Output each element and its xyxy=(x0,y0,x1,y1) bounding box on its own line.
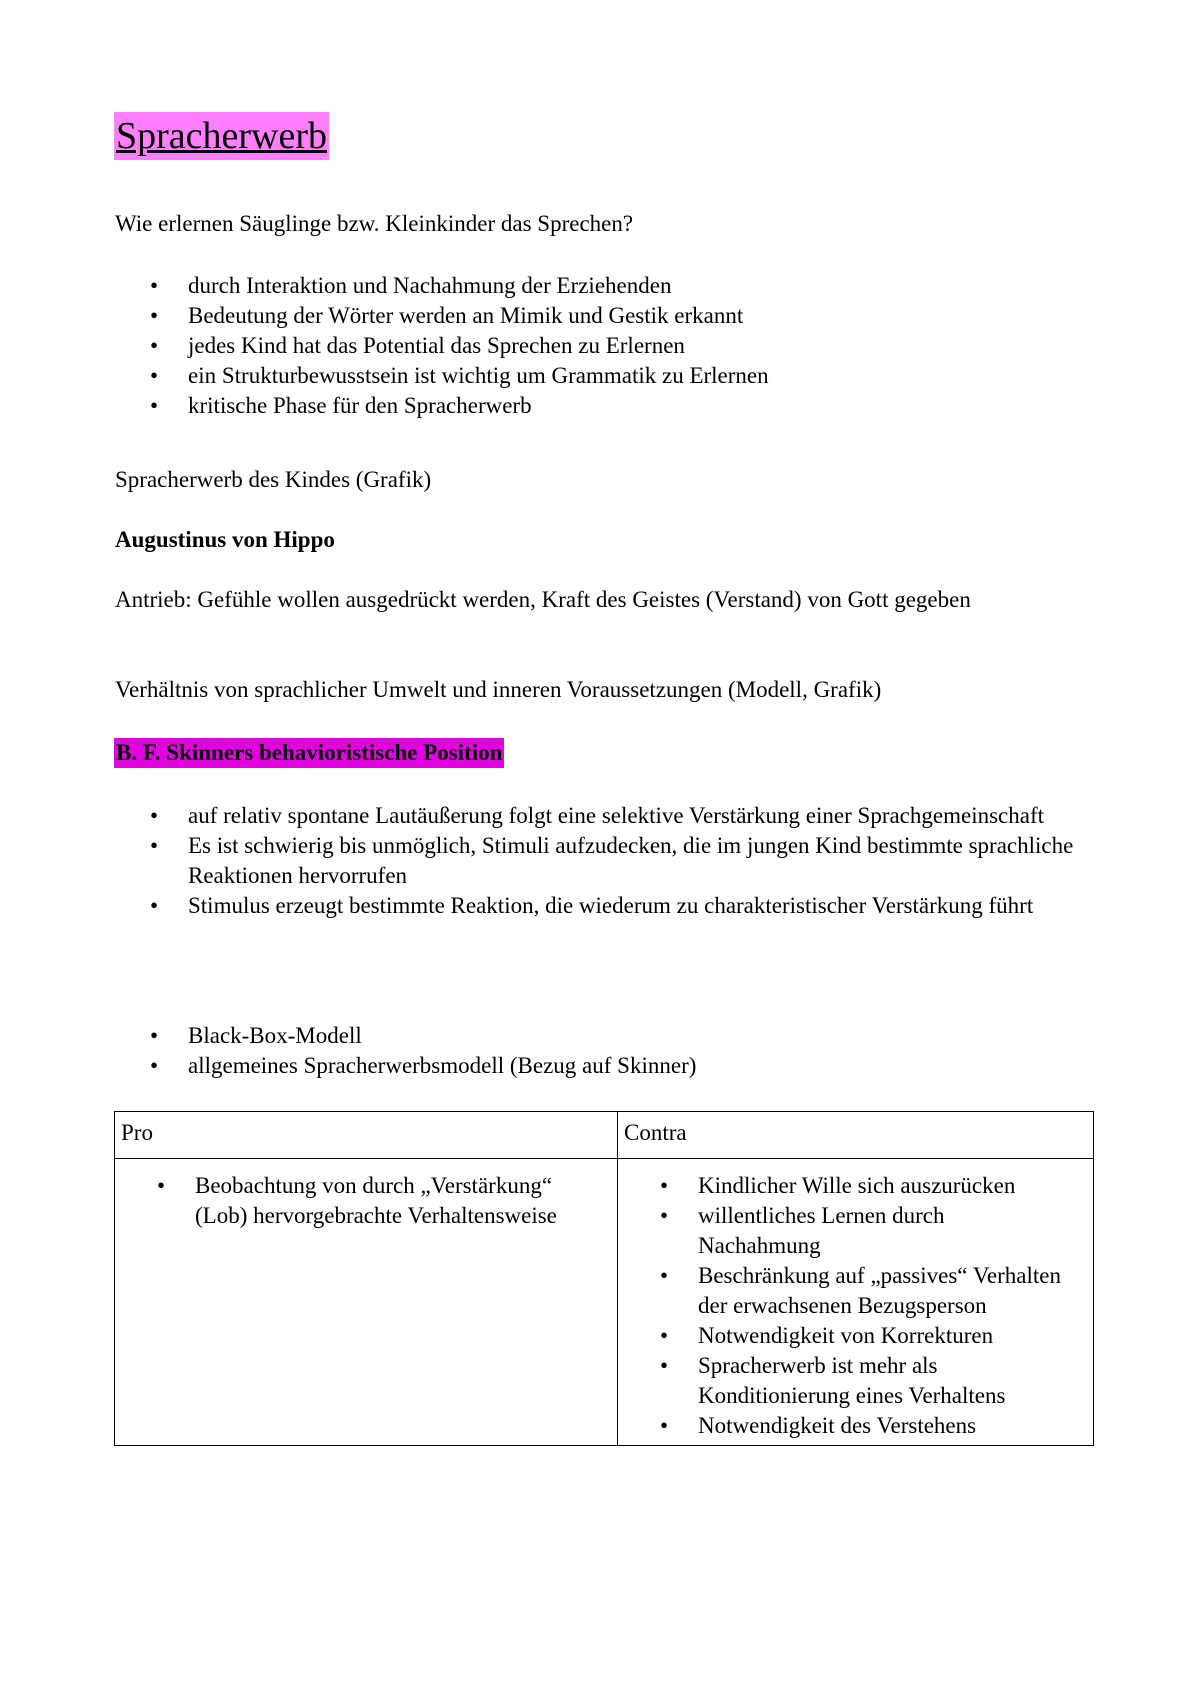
list-item: • Es ist schwierig bis unmöglich, Stimuli aufzudecken, die im jungen Kind bestimmte sprachliche Reaktionen hervorrufen xyxy=(150,833,1074,888)
list-item: • Black-Box-Modell xyxy=(150,1021,1100,1051)
pro-list xyxy=(121,1171,611,1231)
list-item: • durch Interaktion und Nachahmung der Erziehenden xyxy=(150,271,1100,301)
model-list xyxy=(150,1021,1100,1081)
list-item: • kritische Phase für den Spracherwerb xyxy=(150,391,1100,421)
bullet-icon: • xyxy=(150,303,159,328)
skinner-heading: B. F. Skinners behavioristische Position xyxy=(114,738,504,768)
bullet-icon: • xyxy=(150,363,159,388)
pro-contra-table xyxy=(114,1111,1094,1446)
bullet-icon: • xyxy=(660,1323,669,1348)
list-item: • allgemeines Spracherwerbsmodell (Bezug auf Skinner) xyxy=(150,1051,1100,1081)
list-item: • auf relativ spontane Lautäußerung folgt eine selektive Verstärkung einer Sprachgemeinschaft xyxy=(150,801,1090,831)
contra-cell xyxy=(618,1159,1094,1446)
intro-question: Wie erlernen Säuglinge bzw. Kleinkinder das Sprechen? xyxy=(115,211,634,236)
list-item: • ein Strukturbewusstsein ist wichtig um Grammatik zu Erlernen xyxy=(150,361,1100,391)
list-item: • Kindlicher Wille sich auszurücken xyxy=(660,1171,1067,1201)
bullet-icon: • xyxy=(150,273,159,298)
bullet-icon: • xyxy=(150,833,159,858)
bullet-icon: • xyxy=(150,393,159,418)
list-item: • Bedeutung der Wörter werden an Mimik und Gestik erkannt xyxy=(150,301,1100,331)
pro-cell xyxy=(115,1159,618,1446)
bullet-icon: • xyxy=(157,1173,166,1198)
list-item: • Beobachtung von durch „Verstärkung“ (Lob) hervorgebrachte Verhaltensweise xyxy=(157,1173,557,1228)
verhaeltnis-paragraph: Verhältnis von sprachlicher Umwelt und inneren Voraussetzungen (Modell, Grafik) xyxy=(115,677,882,702)
bullet-icon: • xyxy=(150,333,159,358)
skinner-list xyxy=(150,801,1090,921)
bullet-icon: • xyxy=(150,1023,159,1048)
contra-header: Contra xyxy=(618,1112,1094,1159)
bullet-icon: • xyxy=(660,1413,669,1438)
bullet-icon: • xyxy=(150,893,159,918)
antrieb-paragraph: Antrieb: Gefühle wollen ausgedrückt werden, Kraft des Geistes (Verstand) von Gott gegeben xyxy=(115,587,971,612)
list-item: • Stimulus erzeugt bestimmte Reaktion, die wiederum zu charakteristischer Verstärkung führt xyxy=(150,891,1090,921)
pro-header: Pro xyxy=(115,1112,618,1159)
contra-list xyxy=(624,1171,1087,1441)
bullet-icon: • xyxy=(660,1203,669,1228)
page-title: Spracherwerb xyxy=(114,112,329,160)
list-item: • jedes Kind hat das Potential das Sprechen zu Erlernen xyxy=(150,331,1100,361)
bullet-icon: • xyxy=(660,1263,669,1288)
graphic-note: Spracherwerb des Kindes (Grafik) xyxy=(115,467,432,492)
table-header-row xyxy=(115,1112,1094,1159)
bullet-icon: • xyxy=(660,1353,669,1378)
bullet-icon: • xyxy=(150,1053,159,1078)
augustinus-heading: Augustinus von Hippo xyxy=(115,527,335,552)
list-item: • Spracherwerb ist mehr als Konditionierung eines Verhaltens xyxy=(660,1353,1006,1408)
bullet-icon: • xyxy=(150,803,159,828)
bullet-icon: • xyxy=(660,1173,669,1198)
list-item: • Notwendigkeit von Korrekturen xyxy=(660,1321,1067,1351)
table-row xyxy=(115,1159,1094,1446)
list-item: • Beschränkung auf „passives“ Verhalten der erwachsenen Bezugsperson xyxy=(660,1263,1061,1318)
list-item: • willentliches Lernen durch Nachahmung xyxy=(660,1203,945,1258)
list-item: • Notwendigkeit des Verstehens xyxy=(660,1411,1067,1441)
acquisition-list xyxy=(150,271,1100,421)
